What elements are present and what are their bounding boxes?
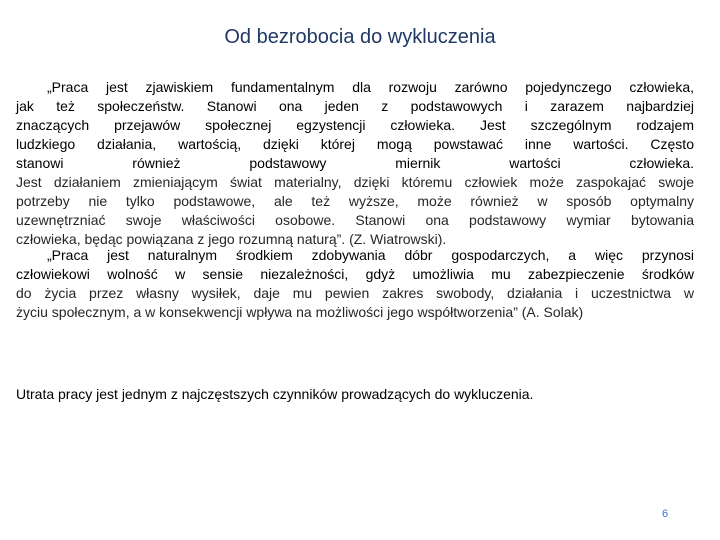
text-line: Jest działaniem zmieniającym świat materialny, dzięki któremu człowiek może zaspokajać swoje [16,174,694,190]
page-number: 6 [662,508,669,520]
text-line: potrzeby nie tylko podstawowe, ale też wyższe, może również w sposób optymalny [16,193,694,209]
page-title: Od bezrobocia do wykluczenia [224,26,496,48]
text-line: stanowi również podstawowy miernik wartości człowieka. [16,155,694,171]
text-line: Utrata pracy jest jednym z najczęstszych czynników prowadzących do wykluczenia. [16,386,534,402]
text-line: życiu społecznym, a w konsekwencji wpływa na możliwości jego współtworzenia” (A. Solak) [16,304,584,320]
quote-solak [16,246,694,322]
text-line: człowiekowi wolność w sensie niezależności, gdyż umożliwia mu zabezpieczenie środków [16,266,694,282]
text-line: „Praca jest zjawiskiem fundamentalnym dla rozwoju zarówno pojedynczego człowieka, [47,79,694,95]
conclusion-text [16,385,694,404]
text-line: ludzkiego działania, wartością, dzięki której mogą powstawać inne wartości. Często [16,136,694,152]
text-line: jak też społeczeństw. Stanowi ona jeden z podstawowych i zarazem najbardziej [16,98,694,114]
text-line: znaczących przejawów społecznej egzystencji człowieka. Jest szczególnym rodzajem [16,117,694,133]
text-line: uzewnętrzniać swoje właściwości osobowe. Stanowi ona podstawowy wymiar bytowania [16,212,694,228]
quote-wiatrowski [16,78,694,249]
text-line: do życia przez własny wysiłek, daje mu pewien zakres swobody, działania i uczestnictwa w [16,285,694,301]
text-line: „Praca jest naturalnym środkiem zdobywania dóbr gospodarczych, a więc przynosi [47,247,694,263]
text-line: człowieka, będąc powiązana z jego rozumną naturą”. (Z. Wiatrowski). [16,231,447,247]
